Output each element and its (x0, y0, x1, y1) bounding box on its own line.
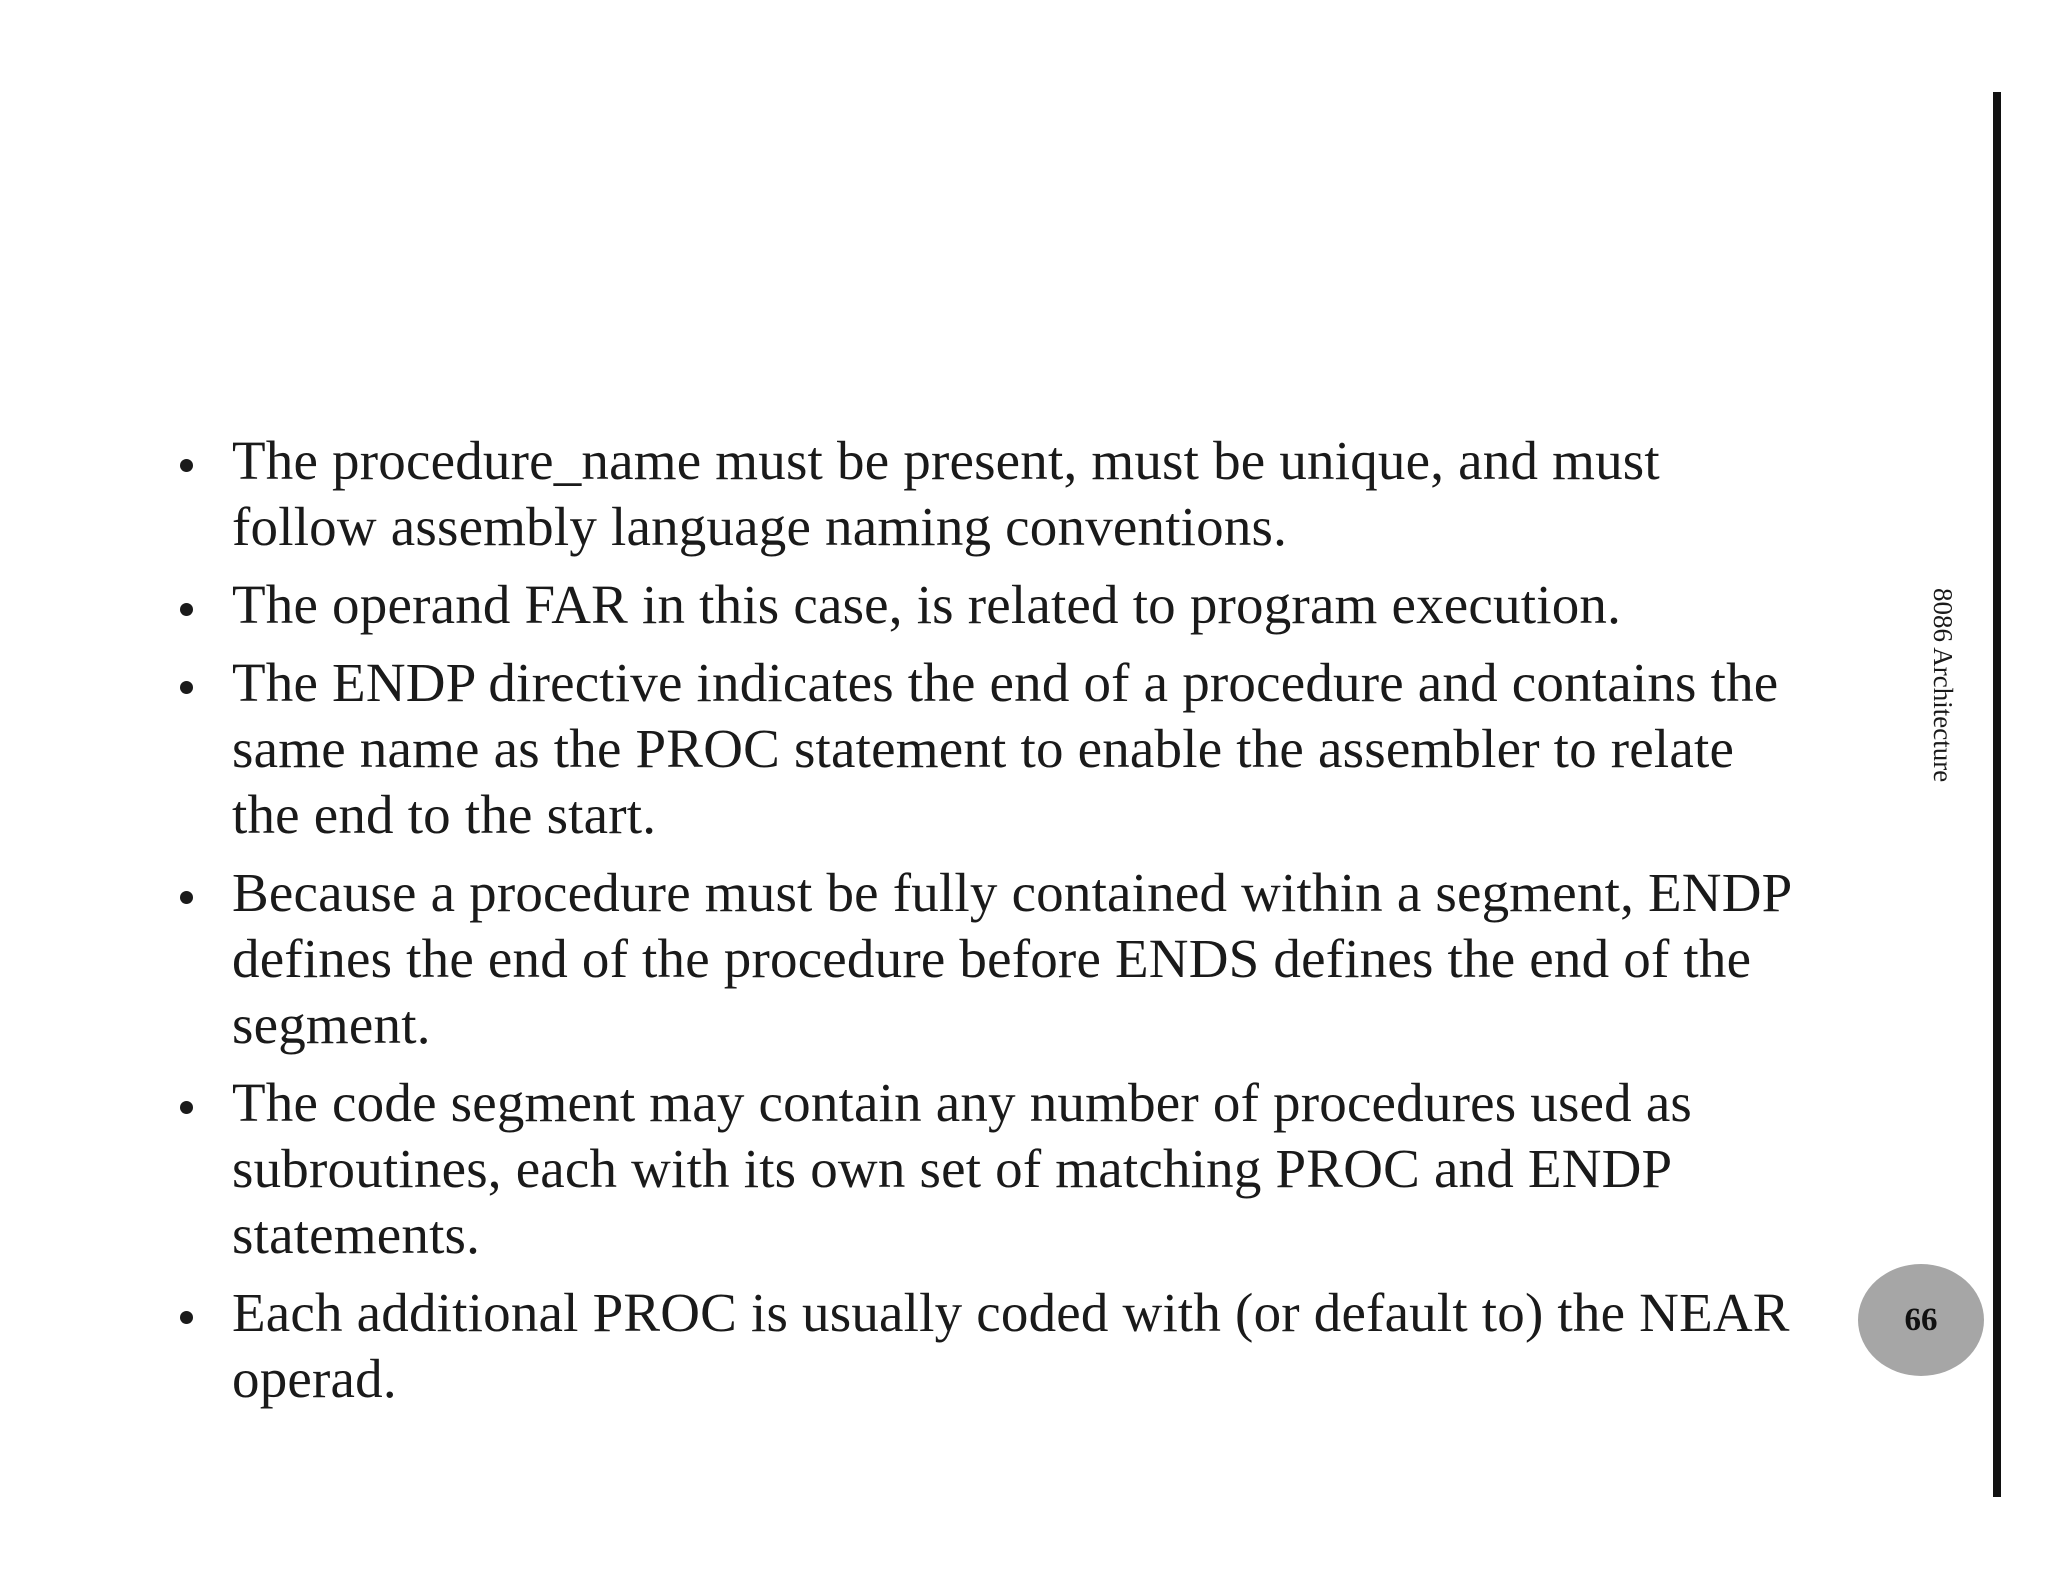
bullet-item (172, 1070, 1812, 1268)
bullet-text: The code segment may contain any number of procedures used as subroutines, each with its own set of matching PROC and ENDP statements. (232, 1072, 1693, 1265)
bullet-dot-icon (180, 681, 193, 694)
bullet-dot-icon (180, 891, 193, 904)
bullet-text: Each additional PROC is usually coded with (or default to) the NEAR operad. (232, 1282, 1790, 1409)
bullet-text: The procedure_name must be present, must be unique, and must follow assembly language naming conventions. (232, 430, 1660, 557)
bullet-text: The operand FAR in this case, is related to program execution. (232, 574, 1622, 635)
page-number: 66 (1904, 1301, 1938, 1338)
bullet-item (172, 572, 1812, 638)
page-number-badge (1858, 1264, 1984, 1376)
bullet-item (172, 650, 1812, 848)
bullet-list (172, 428, 1812, 1424)
bullet-text: The ENDP directive indicates the end of a procedure and contains the same name as the PROC statement to enable the assembler to relate the end to the start. (232, 652, 1779, 845)
bullet-dot-icon (180, 1101, 193, 1114)
bullet-item (172, 860, 1812, 1058)
bullet-dot-icon (180, 1311, 193, 1324)
bullet-item (172, 428, 1812, 560)
bullet-dot-icon (180, 459, 193, 472)
side-title: 8086 Architecture (1928, 588, 1958, 783)
bullet-item (172, 1280, 1812, 1412)
bullet-dot-icon (180, 603, 193, 616)
bullet-text: Because a procedure must be fully contained within a segment, ENDP defines the end of the procedure before ENDS defines the end of the segment. (232, 862, 1791, 1055)
side-divider-bar (1993, 92, 2001, 1497)
